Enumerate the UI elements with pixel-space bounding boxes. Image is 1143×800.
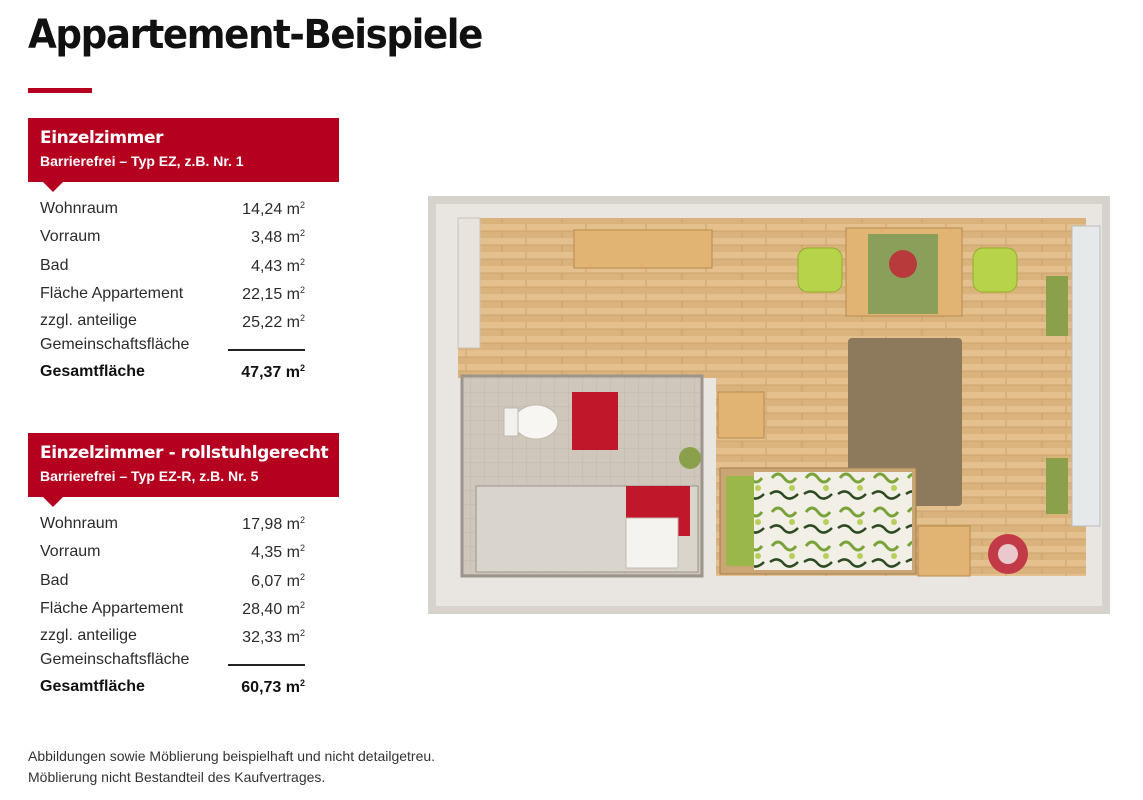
area-value: 25,22 $m^2$ [242, 313, 305, 332]
footnote [28, 746, 435, 788]
footnote-line: Möblierung nicht Bestandteil des Kaufvertrages. [28, 769, 326, 785]
page-title: Appartement-Beispiele [28, 12, 482, 58]
area-row [28, 596, 339, 624]
unit-title: Einzelzimmer - rollstuhlgerecht [40, 443, 329, 463]
total-label: Gesamtfläche [40, 678, 145, 696]
area-row [28, 511, 339, 539]
unit-card-einzelzimmer-rollstuhlgerecht [28, 433, 339, 704]
area-value: 3,48 $m^2$ [251, 228, 305, 247]
unit-subtitle: Barrierefrei – Typ EZ, z.B. Nr. 1 [40, 153, 244, 169]
area-row [28, 281, 339, 309]
unit-card-einzelzimmer [28, 118, 339, 389]
area-label: Fläche Appartement [40, 599, 184, 617]
sum-divider [228, 664, 305, 666]
area-label: zzgl. anteilige Gemeinschaftsfläche [40, 627, 190, 669]
total-value: 47,37 $m^2$ [241, 363, 305, 382]
area-table [28, 196, 339, 389]
unit-subtitle: Barrierefrei – Typ EZ-R, z.B. Nr. 5 [40, 468, 259, 484]
area-label: Wohnraum [40, 515, 118, 532]
footnote-line: Abbildungen sowie Möblierung beispielhaft und nicht detailgetreu. [28, 748, 436, 764]
area-value: 14,24 $m^2$ [242, 200, 305, 218]
area-value: 6,07 $m^2$ [251, 571, 305, 590]
total-label: Gesamtfläche [40, 363, 145, 381]
area-label: Vorraum [40, 228, 101, 246]
unit-header [28, 118, 339, 182]
area-value: 22,15 $m^2$ [242, 284, 305, 303]
area-row [28, 539, 339, 567]
area-table [28, 511, 339, 704]
area-row [28, 253, 339, 281]
area-label: Fläche Appartement [40, 284, 184, 302]
unit-header [28, 433, 339, 497]
area-row [28, 568, 339, 596]
area-label: zzgl. anteilige Gemeinschaftsfläche [40, 312, 190, 354]
area-label: Wohnraum [40, 200, 118, 217]
floorplan-illustration [428, 196, 1110, 614]
area-label: Vorraum [40, 543, 101, 561]
area-value: 28,40 $m^2$ [242, 599, 305, 618]
area-row [28, 624, 339, 676]
sum-divider [228, 349, 305, 351]
total-row [28, 361, 339, 389]
area-row [28, 224, 339, 252]
area-label: Bad [40, 571, 69, 589]
title-accent-bar [28, 88, 92, 93]
area-value: 32,33 $m^2$ [242, 628, 305, 647]
area-value: 4,35 $m^2$ [251, 543, 305, 562]
area-value: 17,98 $m^2$ [242, 515, 305, 533]
area-row [28, 196, 339, 224]
area-label: Bad [40, 256, 69, 274]
total-row [28, 676, 339, 704]
area-row [28, 309, 339, 361]
area-value: 4,43 $m^2$ [251, 256, 305, 275]
unit-title: Einzelzimmer [40, 128, 164, 148]
total-value: 60,73 $m^2$ [241, 678, 305, 697]
